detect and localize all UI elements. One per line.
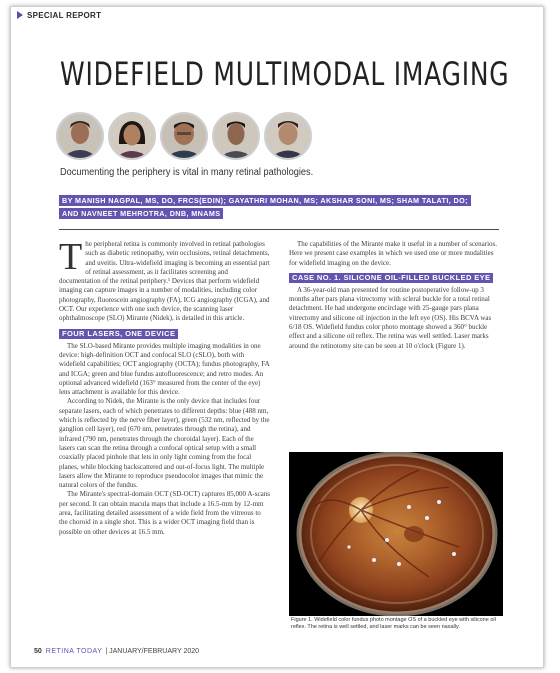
body-paragraph: The SLO-based Mirante provides multiple imaging modalities in one device: high-definition OCT and confocal SLO (cSLO), both with widefield capabilities; OCT angiography (OCTA); fundus photography, FA and ICGA; green and blue fundus autofluorescence; and retro modes. An optional advanced widefield (163° measured from the center of the eye) lens attachment is available for this device.: [59, 341, 270, 397]
body-paragraph: According to Nidek, the Mirante is the only device that includes four separate lasers, each of which penetrates to different depths: blue (488 nm, which is reflected by the nerve fiber layer), green (532 nm, reflected by the ganglion cell layer), red (670 nm, penetrates through the retina), and infrared (790 nm, penetrates through the choroidal layer). Each of the lasers can scan the retina through a confocal optical setup with a small coaxially placed pinhole that lets in only light coming from the focal planes, while blocking backscattered and out-of-focus light. The multiple lasers allow the Mirante to reproduce pseudocolor images that mimic the natural colors of the fundus.: [59, 397, 270, 490]
divider: [59, 229, 499, 230]
author-photo: [264, 112, 312, 160]
article-title: WIDEFIELD MULTIMODAL IMAGING: [60, 55, 510, 93]
article-subtitle: Documenting the periphery is vital in many retinal pathologies.: [60, 167, 314, 178]
triangle-icon: [17, 11, 23, 19]
section-label: SPECIAL REPORT: [17, 11, 101, 20]
column-right: [289, 240, 501, 351]
page-footer: [34, 648, 199, 655]
section-heading: FOUR LASERS, ONE DEVICE: [59, 329, 178, 339]
magazine-name: RETINA TODAY: [45, 648, 103, 655]
byline-line-1: BY MANISH NAGPAL, MS, DO, FRCS(EDIN); GAYATHRI MOHAN, MS; AKSHAR SONI, MS; SHAM TALATI, DO;: [59, 195, 471, 206]
author-photo: [108, 112, 156, 160]
author-photo: [160, 112, 208, 160]
author-photo: [212, 112, 260, 160]
page-number: 50: [34, 648, 42, 655]
section-heading: CASE NO. 1. SILICONE OIL-FILLED BUCKLED EYE: [289, 273, 493, 283]
body-paragraph: The Mirante's spectral-domain OCT (SD-OCT) captures 85,000 A-scans per second. It can obtain macula maps that include a 16.5-mm by 12-mm area, facilitating detailed assessment of a wide field from the vitreous to the choroid in a single shot. This is a wider OCT imaging field than is possible on other devices at 16.5 mm.: [59, 490, 270, 536]
author-photo: [56, 112, 104, 160]
issue-date: | JANUARY/FEBRUARY 2020: [105, 648, 200, 655]
figure-caption: Figure 1. Widefield color fundus photo montage OS of a buckled eye with silicone oil reflex. The retina is well settled, and laser marks can be seen nasally.: [291, 617, 496, 630]
drop-cap: T: [59, 236, 83, 278]
body-paragraph: The capabilities of the Mirante make it useful in a number of scenarios. Here we present case examples in which we used one or more modalities for widefield imaging on the device.: [289, 240, 498, 267]
intro-paragraph: The peripheral retina is commonly involved in retinal pathologies such as diabetic retinopathy, vein occlusions, retinal detachments, and uveitis. Ultra-widefield imaging is becoming an essential part of retinal assessment, as it facilitates screening and documentation of the retinal periphery.¹ Devices that perform widefield imaging can capture images in a number of modalities, including color photography, fluorescein angiography (FA), ICG angiography (ICGA), and OCT. Our experience with one such device, the scanning laser ophthalmoscope (SLO) Mirante (Nidek), is detailed in this article.: [59, 236, 270, 323]
column-left: [59, 236, 271, 537]
body-paragraph: A 36-year-old man presented for routine postoperative follow-up 3 months after pars plana vitrectomy with scleral buckle for a total retinal detachment. He had undergone encirclage with 25-gauge pars plana vitrectomy and silicone oil injection in the left eye (OS). His BCVA was 6/18 OS. Widefield fundus color photo montage showed a 360° buckle effect and a silicone oil reflex. The retina was well settled. Laser marks around the retinotomy site can be seen at 10 o'clock (Figure 1).: [289, 285, 492, 350]
fundus-image: [289, 452, 503, 616]
byline-line-2: AND NAVNEET MEHROTRA, DNB, MNAMS: [59, 208, 223, 219]
